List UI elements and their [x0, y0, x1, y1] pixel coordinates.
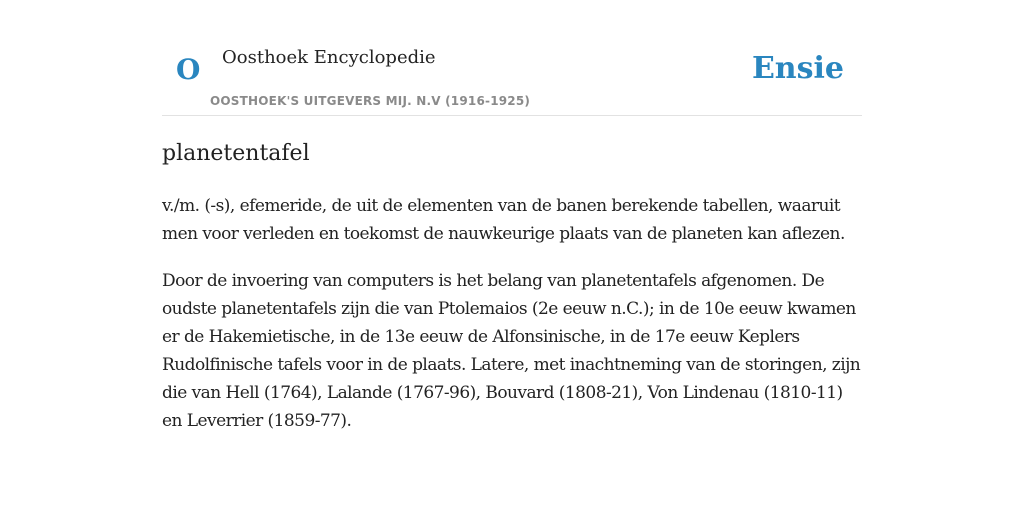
- publication-logo[interactable]: O: [176, 53, 201, 86]
- brand-logo-link[interactable]: Ensie: [751, 51, 844, 86]
- entry-paragraph: v./m. (-s), efemeride, de uit de elementen van de banen berekende tabellen, waaruit men voor verleden en toekomst de nauwkeurige plaats van de planeten kan aflezen.: [162, 196, 845, 244]
- header: [162, 0, 862, 116]
- entry-paragraph: Door de invoering van computers is het belang van planetentafels afgenomen. De oudste planetentafels zijn die van Ptolemaios (2e eeuw n.C.); in de 10e eeuw kwamen er de Hakemietische, in de 13e eeuw de Alfonsinische, in de 17e eeuw Keplers Rudolfinische tafels voor in de plaats. Latere, met inachtneming van de storingen, zijn die van Hell (1764), Lalande (1767-96), Bouvard (1808-21), Von Lindenau (1810-11) en Leverrier (1859-77).: [162, 271, 861, 431]
- entry-body: [162, 192, 862, 454]
- publication-title[interactable]: Oosthoek Encyclopedie: [222, 47, 436, 68]
- publication-subtitle: OOSTHOEK'S UITGEVERS MIJ. N.V (1916-1925): [210, 94, 531, 108]
- entry-title: planetentafel: [162, 141, 310, 166]
